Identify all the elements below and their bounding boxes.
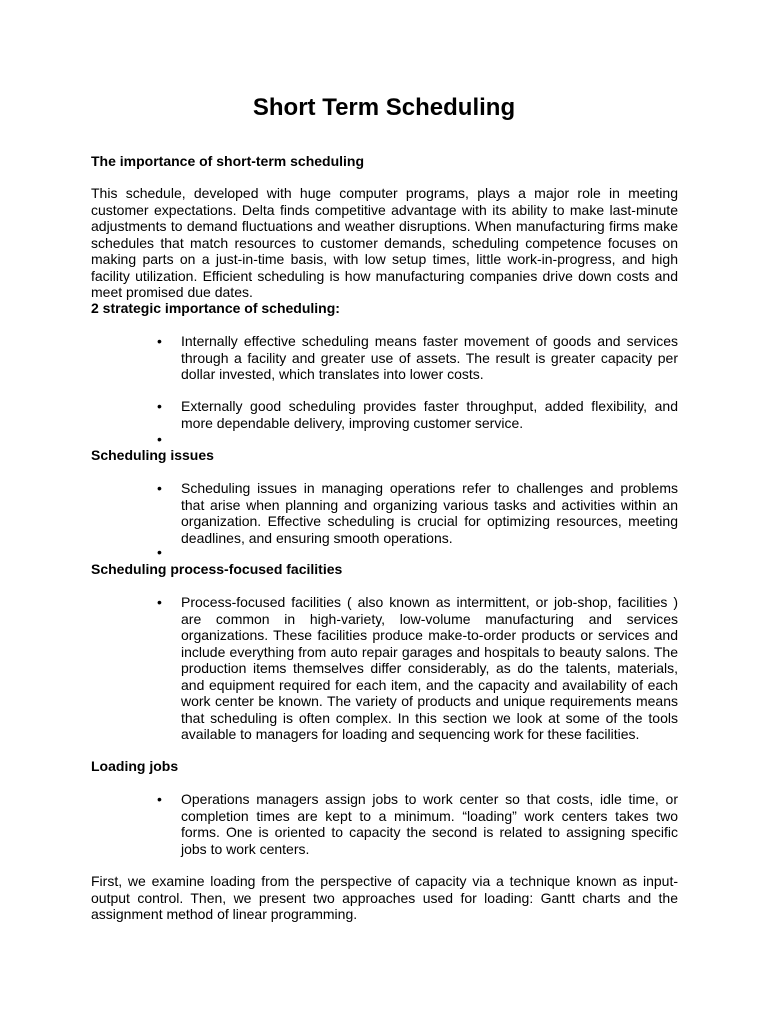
list-item-text: Operations managers assign jobs to work center so that costs, idle time, or completion times are kept to a minimum. “loading” work centers takes two forms. One is oriented to capacity the second is related to assigning specific jobs to work centers.: [181, 791, 678, 857]
page-title: Short Term Scheduling: [252, 94, 516, 121]
section-heading-importance: The importance of short-term scheduling: [91, 153, 365, 169]
bullet-icon: •: [157, 333, 162, 349]
bullet-icon: •: [157, 791, 162, 807]
section-heading-loading: Loading jobs: [91, 758, 179, 774]
bullet-icon: •: [157, 398, 162, 414]
section-heading-process-focused: Scheduling process-focused facilities: [91, 561, 343, 577]
list-item-text: Scheduling issues in managing operations refer to challenges and problems that arise when planning and organizing various tasks and activities within an organization. Effective scheduling is crucial for optimizing resources, meeting deadlines, and ensuring smooth operations.: [181, 480, 678, 546]
empty-bullet-icon: •: [157, 431, 162, 447]
list-item-text: Externally good scheduling provides faster throughput, added flexibility, and more dependable delivery, improving customer service.: [181, 398, 678, 431]
section-heading-strategic: 2 strategic importance of scheduling:: [91, 300, 340, 316]
bullet-icon: •: [157, 480, 162, 496]
bullet-icon: •: [157, 594, 162, 610]
paragraph-loading: First, we examine loading from the perspective of capacity via a technique known as input-output control. Then, we present two approaches used for loading: Gantt charts and the assignment method of linear programming.: [91, 873, 678, 922]
section-heading-issues: Scheduling issues: [91, 447, 214, 463]
list-item-text: Process-focused facilities ( also known as intermittent, or job-shop, facilities ) are common in high-variety, low-volume manufacturing and services organizations. These facilities produce make-to-order products or services and include everything from auto repair garages and hospitals to beauty salons. The production items themselves differ considerably, as do the talents, materials, and equipment required for each item, and the capacity and availability of each work center be known. The variety of products and unique requirements means that scheduling is often complex. In this section we look at some of the tools available to managers for loading and sequencing work for these facilities.: [181, 594, 678, 742]
empty-bullet-icon: •: [157, 544, 162, 560]
paragraph-importance: This schedule, developed with huge computer programs, plays a major role in meeting customer expectations. Delta finds competitive advantage with its ability to make last-minute adjustments to demand fluctuations and weather disruptions. When manufacturing firms make schedules that match resources to customer demands, scheduling competence focuses on making parts on a just-in-time basis, with low setup times, little work-in-progress, and high facility utilization. Efficient scheduling is how manufacturing companies drive down costs and meet promised due dates.: [91, 185, 678, 300]
list-item-text: Internally effective scheduling means faster movement of goods and services through a facility and greater use of assets. The result is greater capacity per dollar invested, which translates into lower costs.: [181, 333, 678, 382]
